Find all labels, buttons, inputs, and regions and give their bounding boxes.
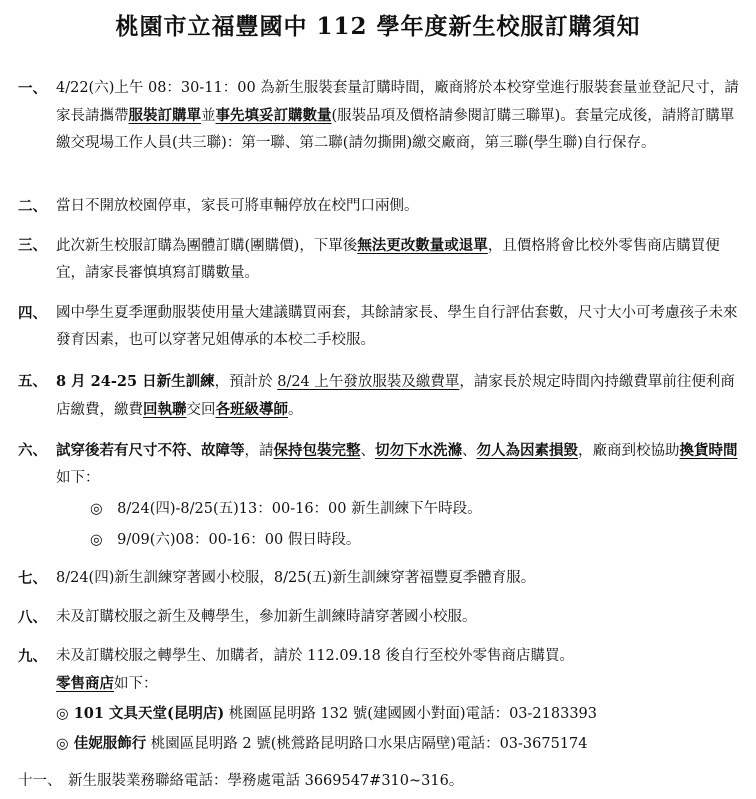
item-1 [18, 75, 744, 157]
item-text: 未及訂購校服之轉學生、加購者，請於 112.09.18 後自行至校外零售商店購買。 [56, 648, 575, 664]
emphasis: 保持包裝完整 [273, 442, 361, 459]
item-number: 一、 [18, 80, 47, 97]
item-number: 七、 [18, 570, 47, 587]
item-9 [18, 643, 744, 758]
emphasis: 切勿下水洗滌 [375, 442, 462, 459]
item-number: 十一、 [18, 773, 62, 789]
shop-address: 桃園區昆明路 132 號(建國國小對面)電話：03-2183393 [224, 706, 597, 722]
emphasis: 零售商店 [56, 675, 114, 692]
emphasis: 勿人為因素損毀 [476, 442, 578, 459]
item-number: 二、 [18, 198, 47, 215]
item-text: 8 月 24-25 日新生訓練，預計於 8/24 上午發放服裝及繳費單，請家長於規定時間內持繳費單前往便利商店繳費，繳費回執聯交回各班級導師。 [56, 373, 735, 418]
item-6 [18, 437, 744, 554]
item-number: 三、 [18, 237, 47, 254]
item-text: 當日不開放校園停車，家長可將車輛停放在校門口兩側。 [56, 198, 419, 214]
item-2 [18, 193, 744, 220]
item-3 [18, 232, 744, 287]
item-11 [18, 768, 744, 795]
item-text: 國中學生夏季運動服裝使用量大建議購買兩套，其餘請家長、學生自行評估套數，尺寸大小可考慮孩子未來發育因素，也可以穿著兄姐傳承的本校二手校服。 [56, 305, 738, 348]
item-text: 未及訂購校服之新生及轉學生，參加新生訓練時請穿著國小校服。 [56, 609, 477, 625]
item-number: 五、 [18, 373, 47, 390]
item-number: 四、 [18, 305, 47, 322]
shop-name: 佳妮服飾行 [73, 735, 147, 752]
emphasis: 服裝訂購單 [128, 107, 201, 124]
item-text: 新生服裝業務聯絡電話：學務處電話 3669547#310~316。 [68, 773, 464, 789]
emphasis: 各班級導師 [215, 401, 288, 418]
item-4 [18, 300, 744, 354]
underlined-text: 8/24 上午發放服裝及繳費單 [277, 374, 460, 390]
shop-address: 桃園區昆明路 2 號(桃鶯路昆明路口水果店隔壁)電話：03-3675174 [146, 736, 588, 752]
item-5 [18, 368, 744, 424]
emphasis: 事先填妥訂購數量 [215, 107, 332, 124]
schedule-line-2: ◎ 9/09(六)08：00-16：00 假日時段。 [90, 532, 361, 548]
item-8 [18, 604, 744, 631]
shop-2: ◎ 佳妮服飾行 桃園區昆明路 2 號(桃鶯路昆明路口水果店隔壁)電話：03-3675174 [56, 735, 588, 752]
item-number: 九、 [18, 648, 47, 665]
shop-name: 101 文具天堂(昆明店) [73, 705, 225, 722]
emphasis: 回執聯 [143, 401, 187, 418]
page-title: 桃園市立福豐國中 112 學年度新生校服訂購須知 [115, 13, 641, 40]
item-7 [18, 565, 744, 592]
emphasis: 換貨時間 [679, 442, 738, 459]
item-text: 此次新生校服訂購為團體訂購(團購價)，下單後無法更改數量或退單，且價格將會比校外零售商店購買便宜，請家長審慎填寫訂購數量。 [56, 237, 720, 281]
shop-1: ◎ 101 文具天堂(昆明店) 桃園區昆明路 132 號(建國國小對面)電話：03-2183393 [56, 705, 597, 722]
shop-heading: 零售商店如下： [56, 675, 158, 692]
schedule-line-1: ◎ 8/24(四)-8/25(五)13：00-16：00 新生訓練下午時段。 [90, 501, 482, 517]
item-number: 六、 [18, 442, 47, 459]
item-text: 8/24(四)新生訓練穿著國小校服，8/25(五)新生訓練穿著福豐夏季體育服。 [56, 570, 536, 586]
item-number: 八、 [18, 609, 47, 626]
item-text: 4/22(六)上午 08：30-11：00 為新生服裝套量訂購時間，廠商將於本校穿堂進行服裝套量並登記尺寸，請家長請攜帶服裝訂購單並事先填妥訂購數量(服裝品項及價格請參閱訂購三聯單)。套量完成後，請將訂購單繳交現場工作人員(共三聯)：第一聯、第二聯(請勿撕開)繳交廠商，第三聯(學生聯)自行保存。 [56, 80, 739, 151]
emphasis: 無法更改數量或退單 [357, 237, 488, 254]
item-text: 試穿後若有尺寸不符、故障等，請保持包裝完整、切勿下水洗滌、勿人為因素損毀，廠商到校協助換貨時間如下： [56, 442, 738, 486]
